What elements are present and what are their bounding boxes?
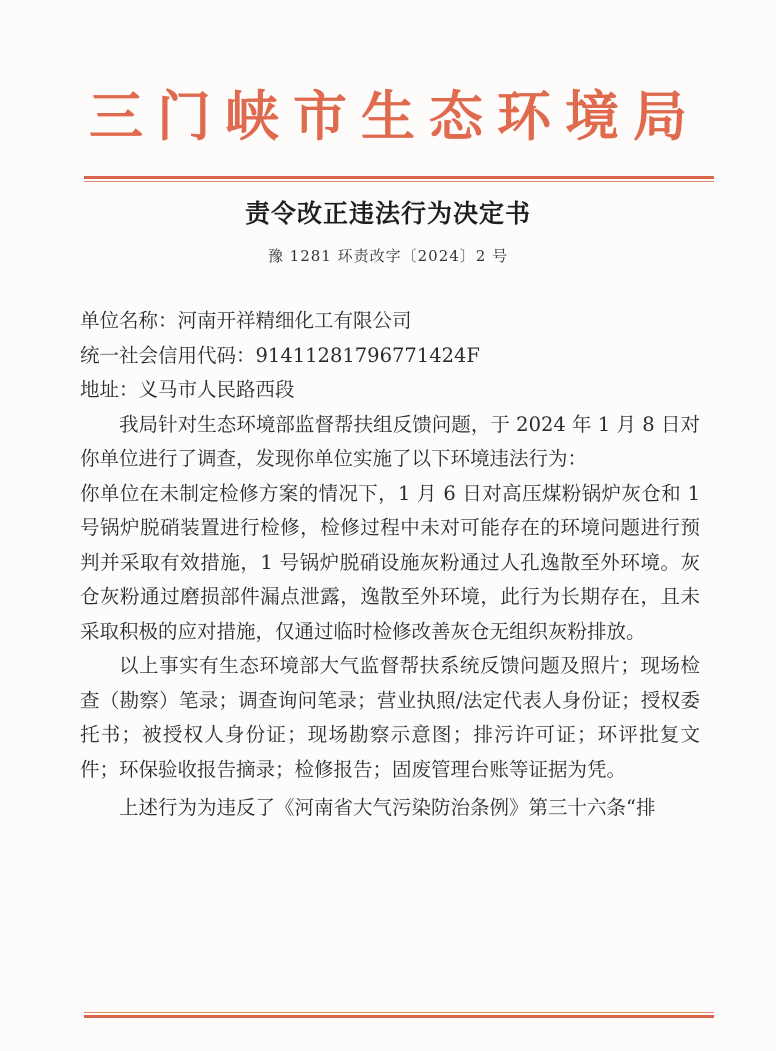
organization-header: 三门峡市生态环境局 [89,85,701,148]
paragraph-investigation: 我局针对生态环境部监督帮扶组反馈问题，于 2024 年 1 月 8 日对你单位进行了调查，发现你单位实施了以下环境违法行为： [80,412,700,470]
field-unit-name: 单位名称：河南开祥精细化工有限公司 [80,309,412,332]
document-body [80,304,700,826]
footer-divider-thick-line [84,1015,714,1018]
paragraph-violation-details: 你单位在未制定检修方案的情况下，1 月 6 日对高压煤粉锅炉灰仓和 1 号锅炉脱硝装置进行检修，检修过程中未对可能存在的环境问题进行预判并采取有效措施，1 号锅炉脱硝设施灰粉通过人孔逸散至外环境。灰仓灰粉通过磨损部件漏点泄露，逸散至外环境，此行为长期存在，且未采取积极的应对措施，仅通过临时检修改善灰仓无组织灰粉排放。 [80,481,700,643]
document-title: 责令改正违法行为决定书 [244,199,531,228]
header-divider [84,176,714,182]
footer-divider [84,1012,714,1018]
footer-divider-thin-line [84,1012,714,1013]
paragraph-evidence: 以上事实有生态环境部大气监督帮扶系统反馈问题及照片；现场检查（勘察）笔录；调查询问笔录；营业执照/法定代表人身份证；授权委托书；被授权人身份证；现场勘察示意图；排污许可证；环评批复文件；环保验收报告摘录；检修报告；固废管理台账等证据为凭。 [80,654,700,781]
document-number: 豫 1281 环责改字〔2024〕2 号 [267,247,509,265]
field-address: 地址：义马市人民路西段 [80,378,295,401]
paragraph-legal-basis: 上述行为为违反了《河南省大气污染防治条例》第三十六条“排 [119,796,656,819]
field-credit-code: 统一社会信用代码：91411281796771424F [80,343,480,367]
header-divider-thick-line [84,176,714,179]
header-divider-thin-line [84,181,714,182]
